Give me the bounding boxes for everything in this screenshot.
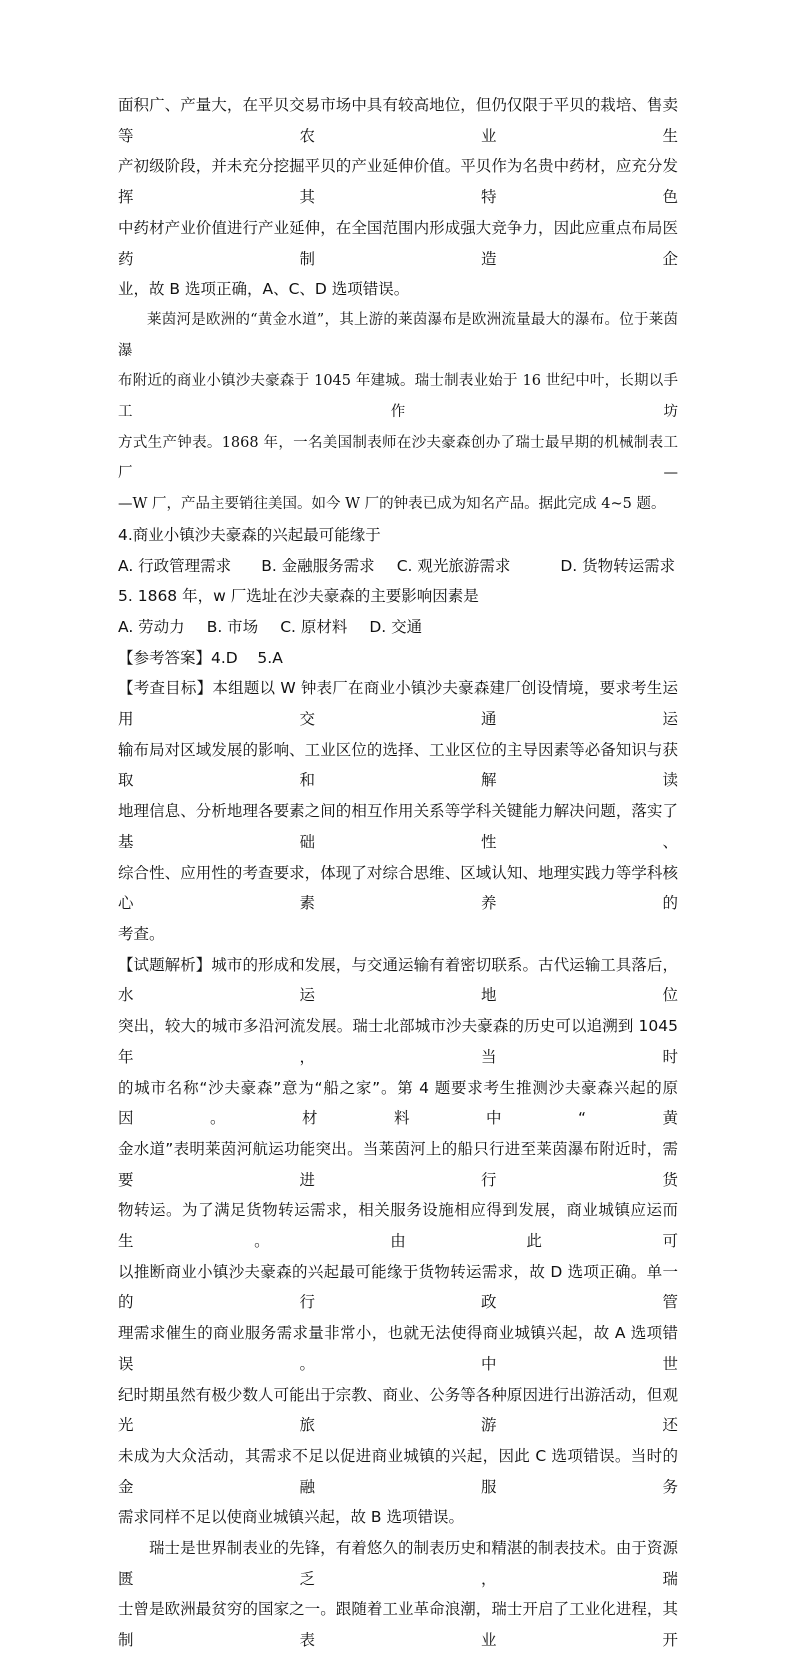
question-options [118,612,678,643]
text-line: —W 厂，产品主要销往美国。如今 W 厂的钟表已成为知名产品。据此完成 4~5 题。 [118,496,666,513]
text-line: 方式生产钟表。1868 年，一名美国制表师在沙夫豪森创办了瑞士最早期的机械制表工厂— [118,434,678,482]
text-line: 【考查目标】本组题以 W 钟表厂在商业小镇沙夫豪森建厂创设情境，要求考生运用交通运 [118,679,678,729]
closing-paragraph [118,1533,678,1656]
text-line: 纪时期虽然有极少数人可能出于宗教、商业、公务等各种原因进行出游活动，但观光旅游还 [118,1385,678,1435]
objective-paragraph [118,673,678,949]
text-line: 【试题解析】城市的形成和发展，与交通运输有着密切联系。古代运输工具落后，水运地位 [118,955,678,1005]
text-line: 士曾是欧洲最贫穷的国家之一。跟随着工业革命浪潮，瑞士开启了工业化进程，其制表业开 [118,1600,678,1650]
text-line: 金水道”表明莱茵河航运功能突出。当莱茵河上的船只行进至莱茵瀑布附近时，需要进行货 [118,1139,678,1189]
question-5 [118,581,678,642]
question-stem: 5. 1868 年，w 厂选址在沙夫豪森的主要影响因素是 [118,587,479,606]
text-line: 理需求催生的商业服务需求量非常小，也就无法使得商业城镇兴起，故 A 选项错误。中世 [118,1324,678,1373]
text-line: 需求同样不足以使商业城镇兴起，故 B 选项错误。 [118,1508,464,1527]
text-line: 以推断商业小镇沙夫豪森的兴起最可能缘于货物转运需求，故 D 选项正确。单一的行政管 [118,1262,678,1312]
question-options [118,551,678,582]
text-line: 面积广、产量大，在平贝交易市场中具有较高地位，但仍仅限于平贝的栽培、售卖等农业生 [118,96,678,145]
text-line: 中药材产业价值进行产业延伸，在全国范围内形成强大竞争力，因此应重点布局医药制造企 [118,218,678,268]
text-line: 未成为大众活动，其需求不足以促进商业城镇的兴起，因此 C 选项错误。当时的金融服务 [118,1446,678,1496]
question-stem: 4.商业小镇沙夫豪森的兴起最可能缘于 [118,525,381,544]
option-c: C. 原材料 [280,617,348,636]
intro-paragraph [118,90,678,305]
material-paragraph [118,305,678,520]
question-4 [118,520,678,581]
text-line: 的城市名称“沙夫豪森”意为“船之家”。第 4 题要求考生推测沙夫豪森兴起的原因。材料中“黄 [118,1078,678,1128]
text-line: 综合性、应用性的考查要求，体现了对综合思维、区域认知、地理实践力等学科核心素养的 [118,863,678,913]
option-d: D. 货物转运需求 [560,556,676,575]
option-b: B. 市场 [206,617,259,636]
analysis-paragraph [118,950,678,1533]
answer-key: 【参考答案】4.D 5.A [118,648,283,667]
option-a: A. 劳动力 [118,617,185,636]
option-d: D. 交通 [369,617,423,636]
option-c: C. 观光旅游需求 [396,556,511,575]
text-line: 突出，较大的城市多沿河流发展。瑞士北部城市沙夫豪森的历史可以追溯到 1045 年，当时 [118,1017,678,1066]
option-a: A. 行政管理需求 [118,556,232,575]
text-line: 输布局对区域发展的影响、工业区位的选择、工业区位的主导因素等必备知识与获取和解读 [118,740,678,790]
text-line: 考查。 [118,924,165,943]
text-line: 产初级阶段，并未充分挖掘平贝的产业延伸价值。平贝作为名贵中药材，应充分发挥其特色 [118,157,678,207]
text-line: 布附近的商业小镇沙夫豪森于 1045 年建城。瑞士制表业始于 16 世纪中叶，长期以手工作坊 [118,373,678,421]
option-b: B. 金融服务需求 [261,556,375,575]
text-line: 业，故 B 选项正确，A、C、D 选项错误。 [118,280,410,299]
document-body [118,90,678,1656]
text-line: 莱茵河是欧洲的“黄金水道”，其上游的莱茵瀑布是欧洲流量最大的瀑布。位于莱茵瀑 [118,311,678,359]
text-line: 地理信息、分析地理各要素之间的相互作用关系等学科关键能力解决问题，落实了基础性、 [118,802,678,851]
text-line: 物转运。为了满足货物转运需求，相关服务设施相应得到发展，商业城镇应运而生。由此可 [118,1201,678,1251]
text-line: 瑞士是世界制表业的先锋，有着悠久的制表历史和精湛的制表技术。由于资源匮乏，瑞 [118,1539,678,1588]
